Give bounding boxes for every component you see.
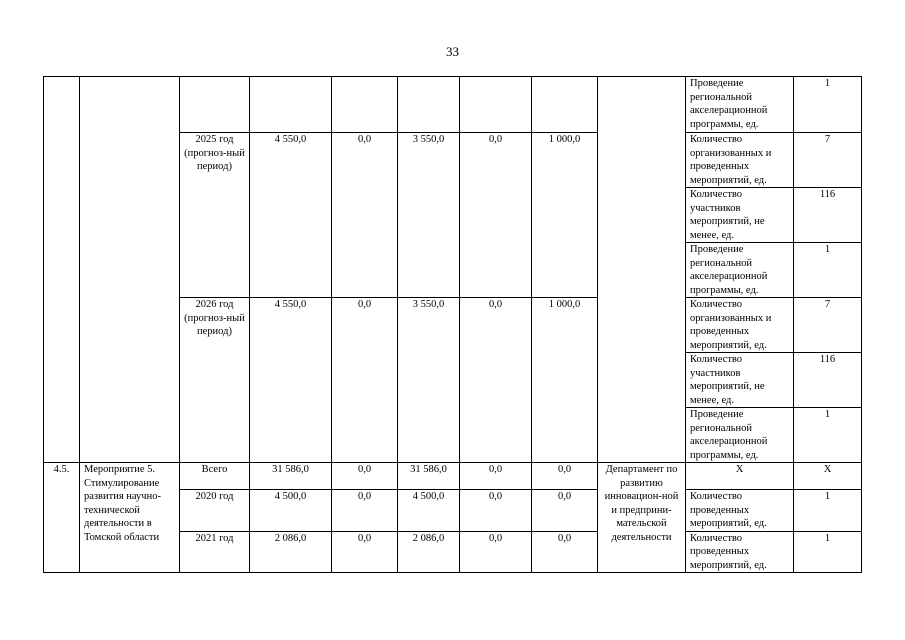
- executor-cell: Департамент по развитию инновацион-ной и предприни-мательской деятельности: [598, 463, 686, 573]
- name-cell: [80, 77, 180, 463]
- extra-cell: 1 000,0: [532, 298, 598, 463]
- total-cell: [250, 77, 332, 133]
- total-cell: 4 550,0: [250, 298, 332, 463]
- period-cell: Всего: [180, 463, 250, 490]
- local-cell: [460, 77, 532, 133]
- extra-cell: 0,0: [532, 490, 598, 532]
- federal-cell: [332, 77, 398, 133]
- indicator-value: 1: [794, 490, 862, 532]
- regional-cell: 3 550,0: [398, 298, 460, 463]
- indicator-value: 1: [794, 243, 862, 298]
- extra-cell: [532, 77, 598, 133]
- indicator-value: 116: [794, 353, 862, 408]
- indicator-name: Количество организованных и проведенных мероприятий, ед.: [686, 133, 794, 188]
- page-number: 33: [446, 44, 459, 59]
- total-cell: 4 500,0: [250, 490, 332, 532]
- num-cell: 4.5.: [44, 463, 80, 573]
- local-cell: 0,0: [460, 463, 532, 490]
- federal-cell: 0,0: [332, 298, 398, 463]
- regional-cell: [398, 77, 460, 133]
- extra-cell: 0,0: [532, 531, 598, 573]
- total-cell: 4 550,0: [250, 133, 332, 298]
- federal-cell: 0,0: [332, 133, 398, 298]
- regional-cell: 31 586,0: [398, 463, 460, 490]
- indicator-name: Проведение региональной акселерационной программы, ед.: [686, 408, 794, 463]
- table-row: [44, 77, 862, 133]
- indicator-name: Количество участников мероприятий, не менее, ед.: [686, 188, 794, 243]
- budget-table: [43, 76, 862, 573]
- regional-cell: 4 500,0: [398, 490, 460, 532]
- extra-cell: 0,0: [532, 463, 598, 490]
- regional-cell: 2 086,0: [398, 531, 460, 573]
- indicator-name: Количество проведенных мероприятий, ед.: [686, 490, 794, 532]
- indicator-value: 1: [794, 77, 862, 133]
- period-cell: 2025 год (прогноз-ный период): [180, 133, 250, 298]
- federal-cell: 0,0: [332, 463, 398, 490]
- period-cell: 2021 год: [180, 531, 250, 573]
- indicator-name: Х: [686, 463, 794, 490]
- indicator-value: Х: [794, 463, 862, 490]
- regional-cell: 3 550,0: [398, 133, 460, 298]
- indicator-value: 1: [794, 531, 862, 573]
- indicator-name: Количество участников мероприятий, не менее, ед.: [686, 353, 794, 408]
- total-cell: 2 086,0: [250, 531, 332, 573]
- local-cell: 0,0: [460, 133, 532, 298]
- indicator-name: Количество проведенных мероприятий, ед.: [686, 531, 794, 573]
- indicator-name: Проведение региональной акселерационной программы, ед.: [686, 77, 794, 133]
- total-cell: 31 586,0: [250, 463, 332, 490]
- period-cell: 2020 год: [180, 490, 250, 532]
- local-cell: 0,0: [460, 490, 532, 532]
- period-cell: [180, 77, 250, 133]
- federal-cell: 0,0: [332, 490, 398, 532]
- indicator-value: 1: [794, 408, 862, 463]
- indicator-value: 7: [794, 298, 862, 353]
- executor-cell: [598, 77, 686, 463]
- local-cell: 0,0: [460, 298, 532, 463]
- extra-cell: 1 000,0: [532, 133, 598, 298]
- local-cell: 0,0: [460, 531, 532, 573]
- federal-cell: 0,0: [332, 531, 398, 573]
- name-cell: Мероприятие 5. Стимулирование развития научно-технической деятельности в Томской области: [80, 463, 180, 573]
- indicator-name: Проведение региональной акселерационной программы, ед.: [686, 243, 794, 298]
- indicator-value: 7: [794, 133, 862, 188]
- num-cell: [44, 77, 80, 463]
- indicator-name: Количество организованных и проведенных мероприятий, ед.: [686, 298, 794, 353]
- table-row: [44, 463, 862, 490]
- period-cell: 2026 год (прогноз-ный период): [180, 298, 250, 463]
- indicator-value: 116: [794, 188, 862, 243]
